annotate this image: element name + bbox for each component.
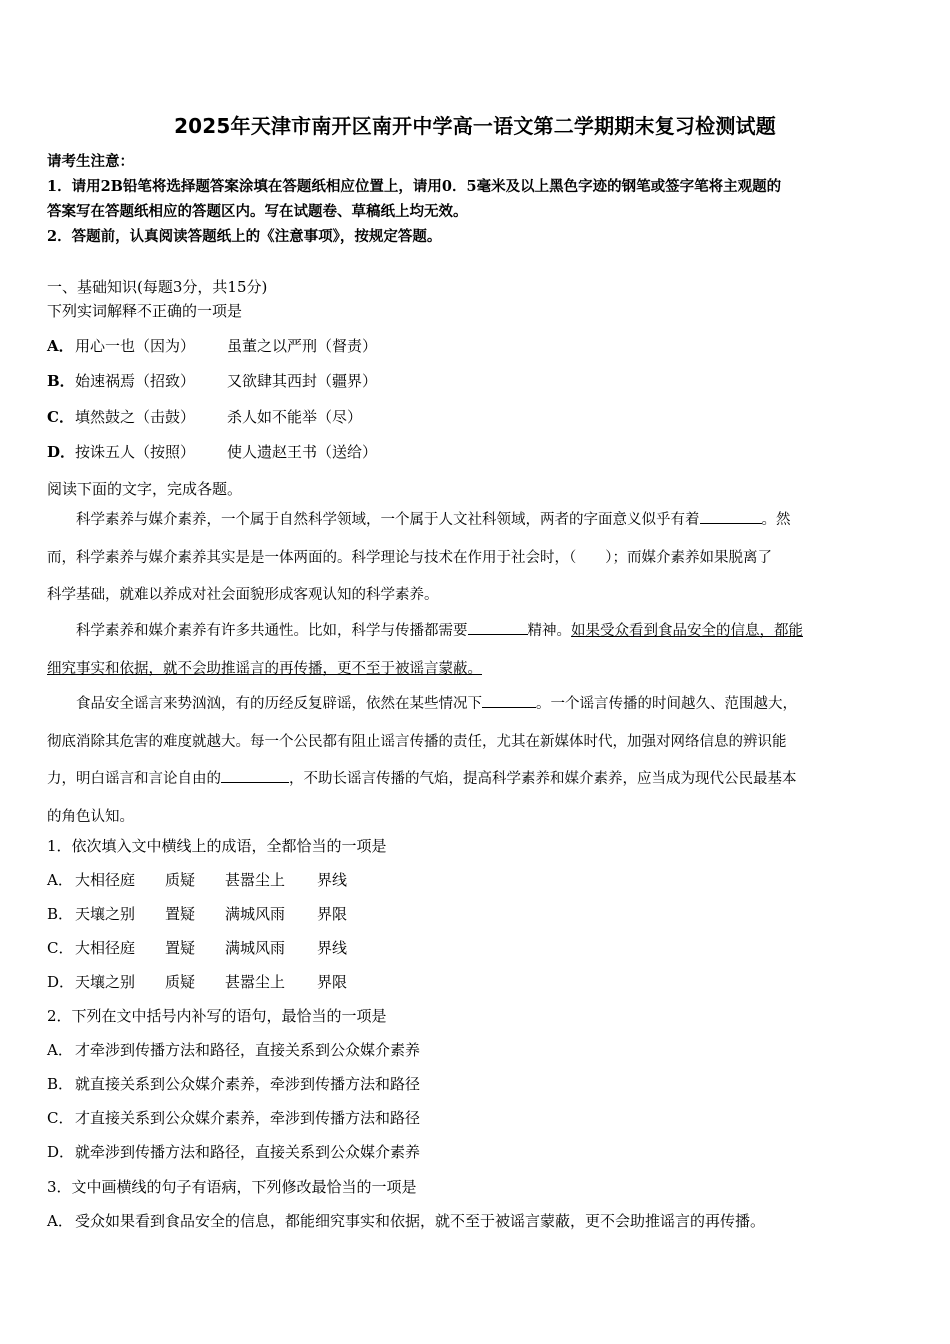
q3-stem: 3．文中画横线的句子有语病，下列修改最恰当的一项是	[47, 1178, 417, 1196]
p1-line-1b: 。然	[761, 512, 791, 528]
p3-line-1a: 食品安全谣言来势汹汹，有的历经反复辟谣，依然在某些情况下	[76, 696, 482, 712]
option-text-1: 用心一也（因为）	[75, 337, 196, 355]
option-label: B．	[47, 1075, 74, 1093]
option-text-2: 又欲肆其西封（疆界）	[227, 372, 378, 390]
option-label: A．	[47, 1041, 73, 1059]
q1-option-c	[47, 936, 907, 960]
option-label: C．	[47, 408, 74, 426]
choice-4: 界线	[317, 871, 348, 889]
reading-intro: 阅读下面的文字，完成各题。	[47, 480, 243, 498]
fill-blank-4	[221, 768, 289, 783]
p3-line-4: 的角色认知。	[47, 808, 134, 825]
option-d	[47, 440, 907, 464]
q2-option-d	[47, 1140, 907, 1164]
p3-line-2: 彻底消除其危害的难度就越大。每一个公民都有阻止谣言传播的责任，尤其在新媒体时代，加强对网络信息的辨识能	[47, 733, 787, 750]
p1-line-1a: 科学素养与媒介素养，一个属于自然科学领域，一个属于人文社科领域，两者的字面意义似乎有着	[76, 512, 700, 528]
q2-option-b	[47, 1072, 907, 1096]
option-label: D．	[47, 973, 75, 991]
fill-blank-2	[468, 620, 528, 635]
option-label: B．	[47, 372, 75, 390]
p2-line-1b: 精神。	[527, 623, 571, 639]
option-text: 才牵涉到传播方法和路径，直接关系到公众媒介素养	[75, 1041, 421, 1059]
choice-3: 满城风雨	[225, 905, 286, 923]
q1-stem: 1．依次填入文中横线上的成语，全都恰当的一项是	[47, 837, 387, 855]
choice-3: 甚嚣尘上	[225, 973, 286, 991]
choice-3: 甚嚣尘上	[225, 871, 286, 889]
choice-4: 界限	[317, 973, 348, 991]
option-b	[47, 369, 907, 393]
p1-line-2: 而，科学素养与媒介素养其实是是一体两面的。科学理论与技术在作用于社会时，（ ）；而媒介素养如果脱离了	[47, 549, 772, 566]
notice-item-1-line-1: 1．请用2B铅笔将选择题答案涂填在答题纸相应位置上，请用0．5毫米及以上黑色字迹的钢笔或签字笔将主观题的	[47, 178, 782, 195]
p3-line-1b: 。一个谣言传播的时间越久、范围越大，	[536, 696, 797, 712]
choice-4: 界线	[317, 939, 348, 957]
option-label: C．	[47, 939, 74, 957]
option-text: 就牵涉到传播方法和路径，直接关系到公众媒介素养	[75, 1143, 421, 1161]
option-text-2: 杀人如不能举（尽）	[227, 408, 363, 426]
underlined-sentence-part-1: 如果受众看到食品安全的信息，都能	[571, 623, 803, 639]
q1-option-a	[47, 868, 907, 892]
option-label: D．	[47, 443, 76, 461]
q3-option-a	[47, 1209, 907, 1233]
p1-line-3: 科学基础，就难以养成对社会面貌形成客观认知的科学素养。	[47, 587, 439, 603]
option-label: B．	[47, 905, 74, 923]
q2-stem: 2．下列在文中括号内补写的语句，最恰当的一项是	[47, 1007, 387, 1025]
q2-option-c	[47, 1106, 907, 1130]
choice-2: 质疑	[165, 973, 196, 991]
q1-option-d	[47, 970, 907, 994]
choice-1: 天壤之别	[75, 973, 136, 991]
option-c	[47, 405, 907, 429]
notice-item-1-line-2: 答案写在答题纸相应的答题区内。写在试题卷、草稿纸上均无效。	[47, 203, 468, 220]
option-text-1: 始速祸焉（招致）	[75, 372, 196, 390]
notice-item-2: 2．答题前，认真阅读答题纸上的《注意事项》，按规定答题。	[47, 228, 442, 245]
reading-paragraph-2	[47, 613, 907, 688]
option-a	[47, 334, 907, 358]
choice-2: 质疑	[165, 871, 196, 889]
option-text: 受众如果看到食品安全的信息，都能细究事实和依据，就不至于被谣言蒙蔽，更不会助推谣言的再传播。	[75, 1212, 766, 1230]
option-label: A．	[47, 1212, 73, 1230]
option-label: C．	[47, 1109, 74, 1127]
question-stem: 下列实词解释不正确的一项是	[47, 302, 243, 320]
choice-2: 置疑	[165, 905, 196, 923]
p3-line-3b: ，不助长谣言传播的气焰，提高科学素养和媒介素养，应当成为现代公民最基本	[289, 771, 797, 787]
option-text: 才直接关系到公众媒介素养，牵涉到传播方法和路径	[75, 1109, 421, 1127]
fill-blank-3	[482, 693, 536, 708]
reading-paragraph-3	[47, 686, 907, 836]
notice-heading: 请考生注意：	[47, 153, 134, 170]
page-title: 2025年天津市南开区南开中学高一语文第二学期期末复习检测试题	[174, 114, 776, 138]
option-label: A．	[47, 337, 74, 355]
option-label: D．	[47, 1143, 75, 1161]
underlined-sentence-part-2: 细究事实和依据，就不会助推谣言的再传播，更不至于被谣言蒙蔽。	[47, 660, 482, 677]
choice-4: 界限	[317, 905, 348, 923]
choice-1: 大相径庭	[75, 939, 136, 957]
p3-line-3a: 力，明白谣言和言论自由的	[47, 771, 221, 787]
choice-1: 大相径庭	[75, 871, 136, 889]
option-text-1: 按诛五人（按照）	[75, 443, 196, 461]
choice-3: 满城风雨	[225, 939, 286, 957]
choice-2: 置疑	[165, 939, 196, 957]
section-heading: 一、基础知识(每题3分，共15分)	[47, 278, 268, 296]
option-text-2: 使人遗赵王书（送给）	[227, 443, 378, 461]
option-text: 就直接关系到公众媒介素养，牵涉到传播方法和路径	[75, 1075, 421, 1093]
choice-1: 天壤之别	[75, 905, 136, 923]
option-label: A．	[47, 871, 73, 889]
fill-blank-1	[700, 509, 762, 524]
q1-option-b	[47, 902, 907, 926]
reading-paragraph-1	[47, 502, 907, 615]
option-text-1: 填然鼓之（击鼓）	[75, 408, 196, 426]
p2-line-1a: 科学素养和媒介素养有许多共通性。比如，科学与传播都需要	[76, 623, 468, 639]
q2-option-a	[47, 1038, 907, 1062]
option-text-2: 虽董之以严刑（督责）	[227, 337, 378, 355]
